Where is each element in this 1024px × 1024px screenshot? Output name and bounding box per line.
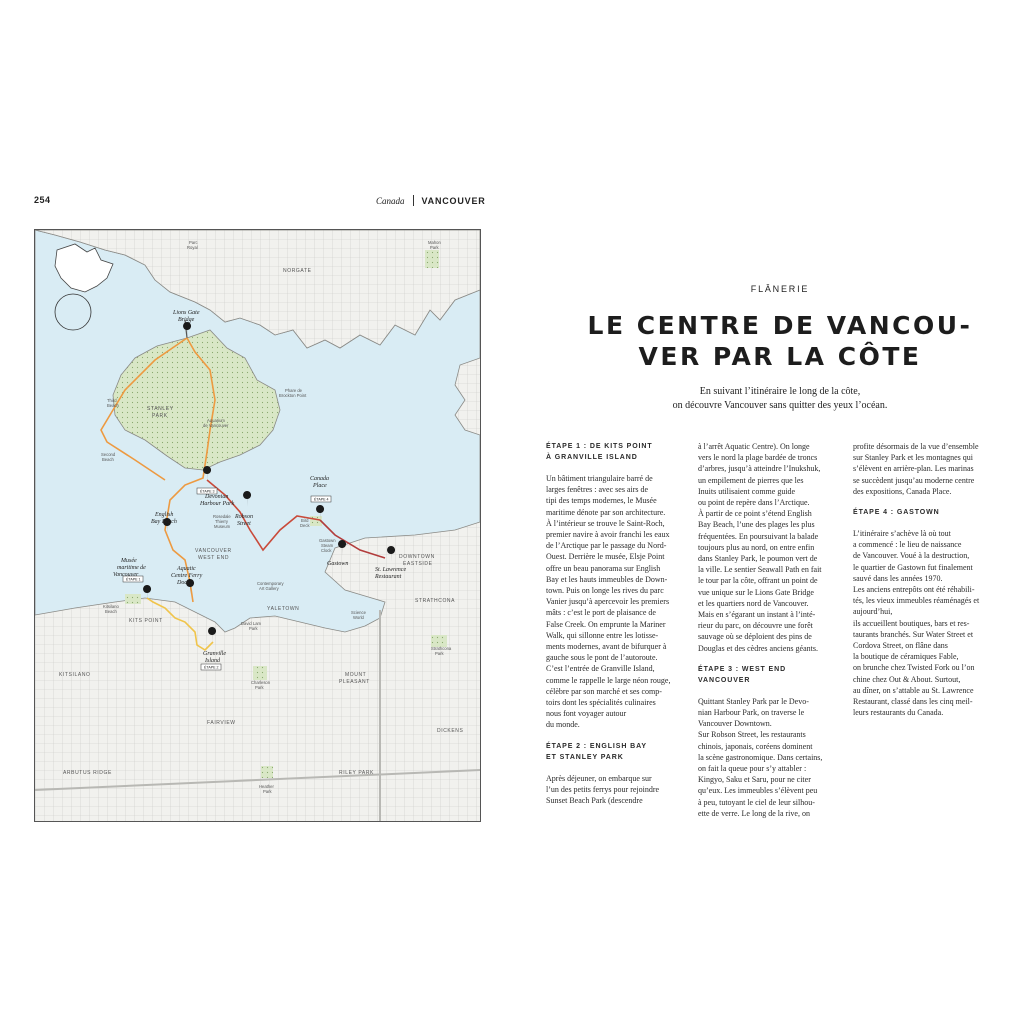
text-line: le tour par la côte, offrant un point de (698, 576, 818, 586)
label-mahon-park: Mahon Park (428, 240, 441, 250)
label-downtown-eastside: DOWNTOWN EASTSIDE (399, 554, 435, 567)
label-devonian: Devonian Harbour Park (200, 494, 235, 507)
label-kitsilano: KITSILANO (59, 672, 91, 678)
section-heading-etape-1 (546, 441, 686, 463)
text-line: vers le nord la plage bardée de troncs (698, 453, 818, 463)
text-line: qu’eux. Les immeubles s’élèvent peu (698, 786, 818, 796)
label-dickens: DICKENS (437, 728, 464, 734)
text-line: du monde. (546, 720, 580, 730)
paragraph-etape-2 (546, 773, 686, 807)
text-line: à peu, tutoyant le ciel de leur silhou- (698, 797, 815, 807)
text-line: leurs restaurants du Canada. (853, 708, 944, 718)
text-line: se succèdent jusqu’au moderne centre (853, 475, 975, 485)
text-line: la boutique de céramiques Fable, (853, 652, 959, 662)
text-line: à l’arrêt Aquatic Centre). On longe (698, 442, 810, 451)
kits-park (125, 594, 141, 604)
label-kitsilano-beach: Kitsilano Beach (103, 604, 119, 614)
label-second-beach: Second Beach (101, 452, 116, 462)
paragraph-etape-3-cont (853, 441, 993, 497)
heather-park-area (261, 766, 273, 778)
text-line: sur Stanley Park et les montagnes qui (853, 453, 973, 463)
section-heading-etape-3: ÉTAPE 3 : WEST END VANCOUVER (698, 665, 787, 684)
text-line: tés, les vieux immeubles réaménagés et (853, 596, 980, 606)
step-tag-2: ÉTAPE 2 (204, 665, 219, 670)
running-head-city: VANCOUVER (421, 195, 486, 206)
text-line: nous font voyager autour (546, 709, 627, 719)
text-line: Quittant Stanley Park par le Devo- (698, 696, 809, 706)
label-science-world: Science World (351, 610, 366, 620)
text-line: ÉTAPE 1 : DE KITS POINT (546, 443, 653, 450)
label-bird-deck: Bird Deck (300, 518, 310, 528)
text-line: chinois, japonais, coréens dominent (698, 741, 813, 751)
text-line: Kingyo, Saku et Saru, pour ne citer (698, 775, 811, 785)
text-line: gauche sous le pont de l’autoroute. (546, 653, 658, 663)
text-line: s’élèvent en arrière-plan. Les marinas (853, 464, 974, 474)
paragraph-etape-2-cont (698, 441, 838, 654)
label-fairview: FAIRVIEW (207, 720, 236, 726)
paragraph-etape-3 (698, 696, 838, 819)
label-aquatic: Aquatic Centre Ferry Dock (171, 566, 203, 586)
text-column-3 (853, 441, 993, 718)
text-line: Vanier jusqu’à apercevoir les premiers (546, 597, 670, 607)
text-line: l’un des petits ferrys pour rejoindre (546, 784, 660, 794)
article-title (548, 310, 1012, 372)
lead-line: on découvre Vancouver sans quitter des yeux l’océan. (672, 399, 888, 411)
text-line: ET STANLEY PARK (546, 753, 624, 761)
text-line: C’est l’entrée de Granville Island, (546, 664, 655, 674)
text-line: Inuits utilisaient comme guide (698, 486, 796, 496)
label-gastown-steam: Gastown Steam Clock (319, 538, 336, 553)
text-line: on brunche chez Twisted Fork ou l’on (853, 663, 975, 673)
section-heading-etape-2 (546, 741, 686, 763)
step-tag-3: ÉTAPE 3 (200, 489, 215, 494)
text-line: la ville. Le sentier Seawall Path en fait (698, 565, 822, 575)
text-line: d’arbres, jusqu’à atteindre l’Inukshuk, (698, 464, 821, 474)
label-strathcona: STRATHCONA (415, 598, 456, 604)
text-line: la scène gastronomique. Dans certains, (698, 752, 823, 762)
text-line: le quartier de Gastown fut finalement (853, 562, 973, 572)
label-norgate: NORGATE (283, 268, 312, 274)
text-line: au dîner, on s’attable au St. Lawrence (853, 685, 974, 695)
text-line: ÉTAPE 2 : ENGLISH BAY (546, 742, 647, 750)
text-line: a commencé : le lieu de naissance (853, 540, 962, 550)
text-line: À l’intérieur se trouve le Saint-Roch, (546, 518, 665, 528)
text-line: town. Puis on longe les rives du parc (546, 586, 664, 596)
label-mount-pleasant: MOUNT PLEASANT (339, 672, 370, 685)
text-line: Cordova Street, on flâne dans (853, 641, 948, 651)
route-map-svg (35, 230, 480, 821)
text-line: dans Stanley Park, le poumon vert de (698, 554, 818, 564)
text-line: Après déjeuner, on embarque sur (546, 773, 652, 783)
running-head-separator (413, 195, 414, 206)
text-line: offre un beau panorama sur English (546, 563, 661, 573)
text-line: Les anciens entrepôts ont été réhabili- (853, 585, 975, 595)
label-park-royal: Parc Royal (187, 240, 198, 250)
text-line: célèbre par son marché et ses comp- (546, 686, 662, 696)
text-line: L’itinéraire s’achève là où tout (853, 529, 951, 539)
text-column-1 (546, 441, 686, 806)
label-west-end: VANCOUVER WEST END (195, 548, 232, 561)
text-line: ils accueillent boutiques, bars et res- (853, 618, 970, 628)
text-line: Ouest. Derrière le musée, Elsje Point (546, 552, 665, 562)
text-line: de l’Arctique par le passage du Nord- (546, 541, 667, 551)
text-line: sauvé dans les années 1970. (853, 573, 943, 583)
text-line: Sur Robson Street, les restaurants (698, 730, 806, 740)
title-line: VER PAR LA CÔTE (638, 342, 922, 371)
label-contemporary: Contemporary Art Gallery (257, 581, 284, 591)
mahon-park (425, 250, 439, 268)
text-line: premier navire à avoir franchi les eaux (546, 530, 670, 540)
text-line: larges fenêtres : avec ses airs de (546, 485, 649, 495)
text-line: ments modernes, avant de bifurquer à (546, 642, 667, 652)
article-kicker: FLÂNERIE (750, 284, 810, 294)
text-line: sauvage où se déploient des pins de (698, 632, 812, 642)
text-line: ette de verre. Le long de la rive, on (698, 808, 810, 818)
text-line: rieur du parc, on découvre une forêt (698, 621, 813, 631)
article-lead (548, 385, 1012, 412)
text-line: fréquentées. En poursuivant la balade (698, 531, 819, 541)
label-aquarium: Aquarium de Vancouver (203, 418, 229, 428)
label-strathcona-park: Strathcona Park (431, 646, 452, 656)
label-granville: Granville Island (203, 651, 226, 664)
page-number: 254 (34, 195, 51, 205)
text-line: Sunset Beach Park (descendre (546, 796, 643, 806)
step-tag-4: ÉTAPE 4 (314, 497, 329, 502)
text-line: profite désormais de la vue d’ensemble (853, 442, 979, 451)
text-line: vue unique sur le Lions Gate Bridge (698, 587, 814, 597)
text-line: Restaurant, classé dans les cinq meil- (853, 697, 973, 707)
text-line: aujourd’hui, (853, 607, 893, 617)
text-line: nian Harbour Park, on traverse le (698, 708, 805, 718)
label-arbutus-ridge: ARBUTUS RIDGE (63, 770, 112, 776)
label-brockton: Phare de Brockton Point (279, 388, 307, 398)
step-tag-1: ÉTAPE 1 (126, 577, 141, 582)
section-heading-etape-4: ÉTAPE 4 : GASTOWN (853, 509, 940, 517)
label-rosedale: Rosedale Thierry Museum (213, 514, 231, 529)
text-line: Mais en s’égarant un instant à l’inté- (698, 610, 816, 620)
label-st-lawrence: St. Lawrence Restaurant (375, 567, 407, 580)
text-line: des expositions, Canada Place. (853, 486, 952, 496)
text-column-2 (698, 441, 838, 819)
title-line: LE CENTRE DE VANCOU- (587, 311, 973, 340)
label-musee-maritime: Musée maritime de Vancouver (113, 558, 146, 578)
label-third-beach: Third Beach (107, 398, 119, 408)
text-line: et les quartiers nord de Vancouver. (698, 598, 809, 608)
text-line: Vancouver Downtown. (698, 719, 772, 729)
text-line: À GRANVILLE ISLAND (546, 454, 638, 461)
text-line: toujours plus au nord, on entre enfin (698, 542, 815, 552)
running-head (376, 195, 486, 206)
paragraph-etape-1 (546, 473, 686, 731)
text-line: chine chez Out & About. Surtout, (853, 674, 961, 684)
label-david-lam: David Lam Park (241, 621, 262, 631)
lead-line: En suivant l’itinéraire le long de la côte, (699, 386, 861, 397)
text-line: comme le rappelle le large néon rouge, (546, 675, 671, 685)
label-stanley-park: STANLEY PARK (147, 406, 174, 419)
label-lions-gate: Lions Gate Bridge (173, 310, 200, 323)
text-line: Un bâtiment triangulaire barré de (546, 474, 653, 483)
running-head-country: Canada (376, 195, 405, 206)
paragraph-etape-4 (853, 528, 993, 718)
text-line: À partir de ce point s’étend English (698, 509, 812, 519)
label-heather-park: Heather Park (259, 784, 274, 794)
text-line: maritime dénote par son architecture. (546, 507, 666, 517)
label-robson: Robson Street (235, 514, 253, 527)
text-line: mâts : c’est le port de plaisance de (546, 608, 656, 618)
text-line: taurants branchés. Sur Water Street et (853, 629, 974, 639)
route-map (34, 229, 481, 822)
text-line: Bay et les hauts immeubles de Down- (546, 574, 668, 584)
label-gastown: Gastown (327, 561, 349, 567)
text-line: de Vancouver. Voué à la destruction, (853, 551, 970, 561)
label-riley-park: RILEY PARK (339, 770, 374, 776)
text-line: toirs dont les spécialités culinaires (546, 698, 656, 708)
text-line: un empilement de pierres que les (698, 475, 804, 485)
label-yaletown: YALETOWN (267, 606, 300, 612)
label-canada-place: Canada Place (310, 476, 330, 489)
text-line: on fait la queue pour s’y attabler : (698, 764, 807, 774)
text-line: ou point de repère dans l’Arctique. (698, 498, 810, 508)
label-charleson: Charleson Park (251, 680, 271, 690)
charleson-park-area (253, 666, 267, 680)
label-kits-point: KITS POINT (129, 618, 163, 624)
text-line: Walk, qui sillonne entre les lotisse- (546, 630, 659, 640)
label-english-bay: English Bay Beach (151, 512, 177, 525)
text-line: tipi des temps modernes, le Musée (546, 496, 657, 506)
text-line: False Creek. On emprunte la Mariner (546, 619, 666, 629)
text-line: Bay Beach, l’une des plages les plus (698, 520, 815, 530)
text-line: Douglas et des cèdres anciens géants. (698, 643, 818, 653)
